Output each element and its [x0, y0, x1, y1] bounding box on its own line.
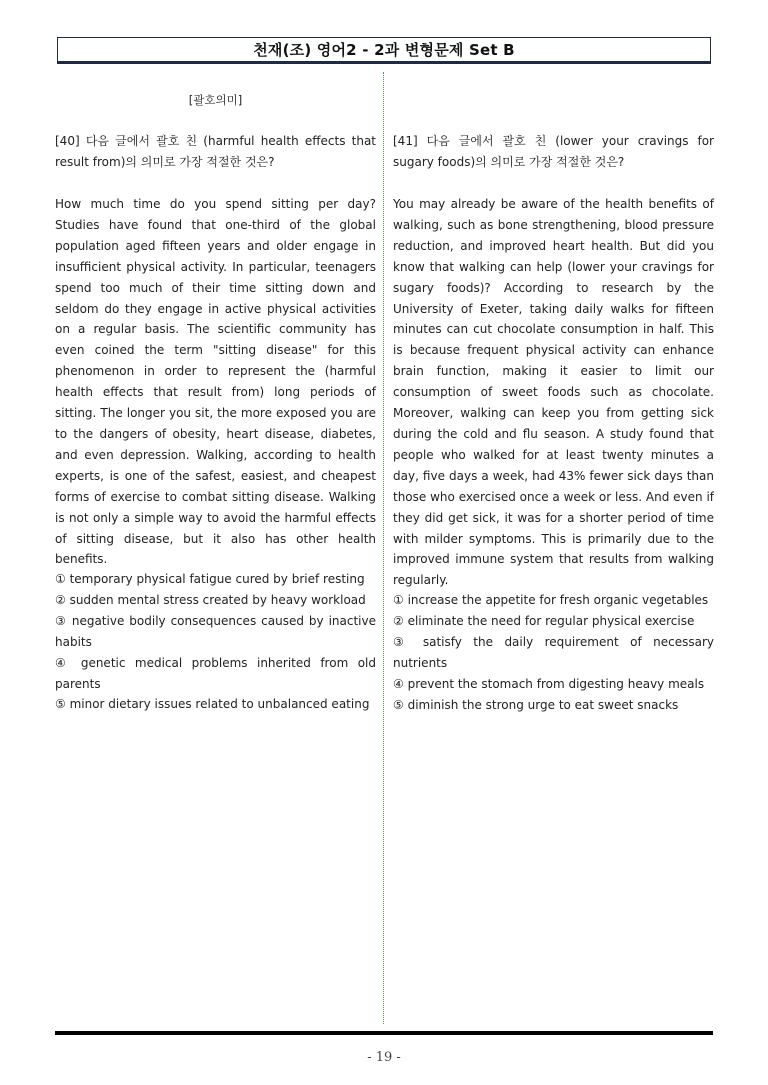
footer-rule	[55, 1031, 713, 1035]
column-divider	[383, 72, 384, 1024]
passage-41: You may already be aware of the health benefits of walking, such as bone strengthening, blood pressure reduction, and improved heart health. But did you know that walking can help (lower your cravings for sugary foods)? According to research by the University of Exeter, taking daily walks for fifteen minutes can cut chocolate consumption in half. This is because frequent physical activity can enhance brain function, making it easier to limit our consumption of sweet foods such as chocolate. Moreover, walking can keep you from getting sick during the cold and flu season. A study found that people who walked for at least twenty minutes a day, five days a week, had 43% fewer sick days than those who exercised once a week or less. And even if they did get sick, it was for a shorter period of time with milder symptoms. This is primarily due to the improved immune system that results from walking regularly.	[393, 197, 714, 588]
question-41: [41] 다음 글에서 괄호 친 (lower your cravings for sugary foods)의 의미로 가장 적절한 것은?	[393, 134, 714, 169]
option-41-3: ③ satisfy the daily requirement of necessary nutrients	[393, 634, 714, 670]
page-number: - 19 -	[367, 1050, 401, 1065]
options-41	[393, 590, 714, 715]
option-41-4: ④ prevent the stomach from digesting heavy meals	[393, 676, 705, 691]
option-41-1: ① increase the appetite for fresh organic vegetables	[393, 593, 709, 607]
options-40	[55, 569, 376, 715]
option-40-3: ③ negative bodily consequences caused by inactive habits	[55, 613, 376, 649]
option-41-5: ⑤ diminish the strong urge to eat sweet snacks	[393, 697, 679, 712]
document-title: 천재(조) 영어2 - 2과 변형문제 Set B	[57, 37, 711, 64]
option-40-5: ⑤ minor dietary issues related to unbalanced eating	[55, 697, 370, 712]
option-40-4: ④ genetic medical problems inherited from old parents	[55, 655, 376, 691]
option-40-2: ② sudden mental stress created by heavy workload	[55, 592, 366, 607]
option-41-2: ② eliminate the need for regular physical exercise	[393, 613, 695, 628]
option-40-1: ① temporary physical fatigue cured by brief resting	[55, 572, 365, 586]
question-40: [40] 다음 글에서 괄호 친 (harmful health effects that result from)의 의미로 가장 적절한 것은?	[55, 134, 376, 169]
passage-40: How much time do you spend sitting per day? Studies have found that one-third of the global population aged fifteen years and older engage in insufficient physical activity. In particular, teenagers spend too much of their time sitting down and seldom do they engage in active physical activities on a regular basis. The scientific community has even coined the term "sitting disease" for this phenomenon in order to represent the (harmful health effects that result from) long periods of sitting. The longer you sit, the more exposed you are to the dangers of obesity, heart disease, diabetes, and even depression. Walking, according to health experts, is one of the safest, easiest, and cheapest forms of exercise to combat sitting disease. Walking is not only a simple way to avoid the harmful effects of sitting disease, but it also has other health benefits.	[55, 197, 376, 567]
section-label: [괄호의미]	[188, 93, 243, 107]
